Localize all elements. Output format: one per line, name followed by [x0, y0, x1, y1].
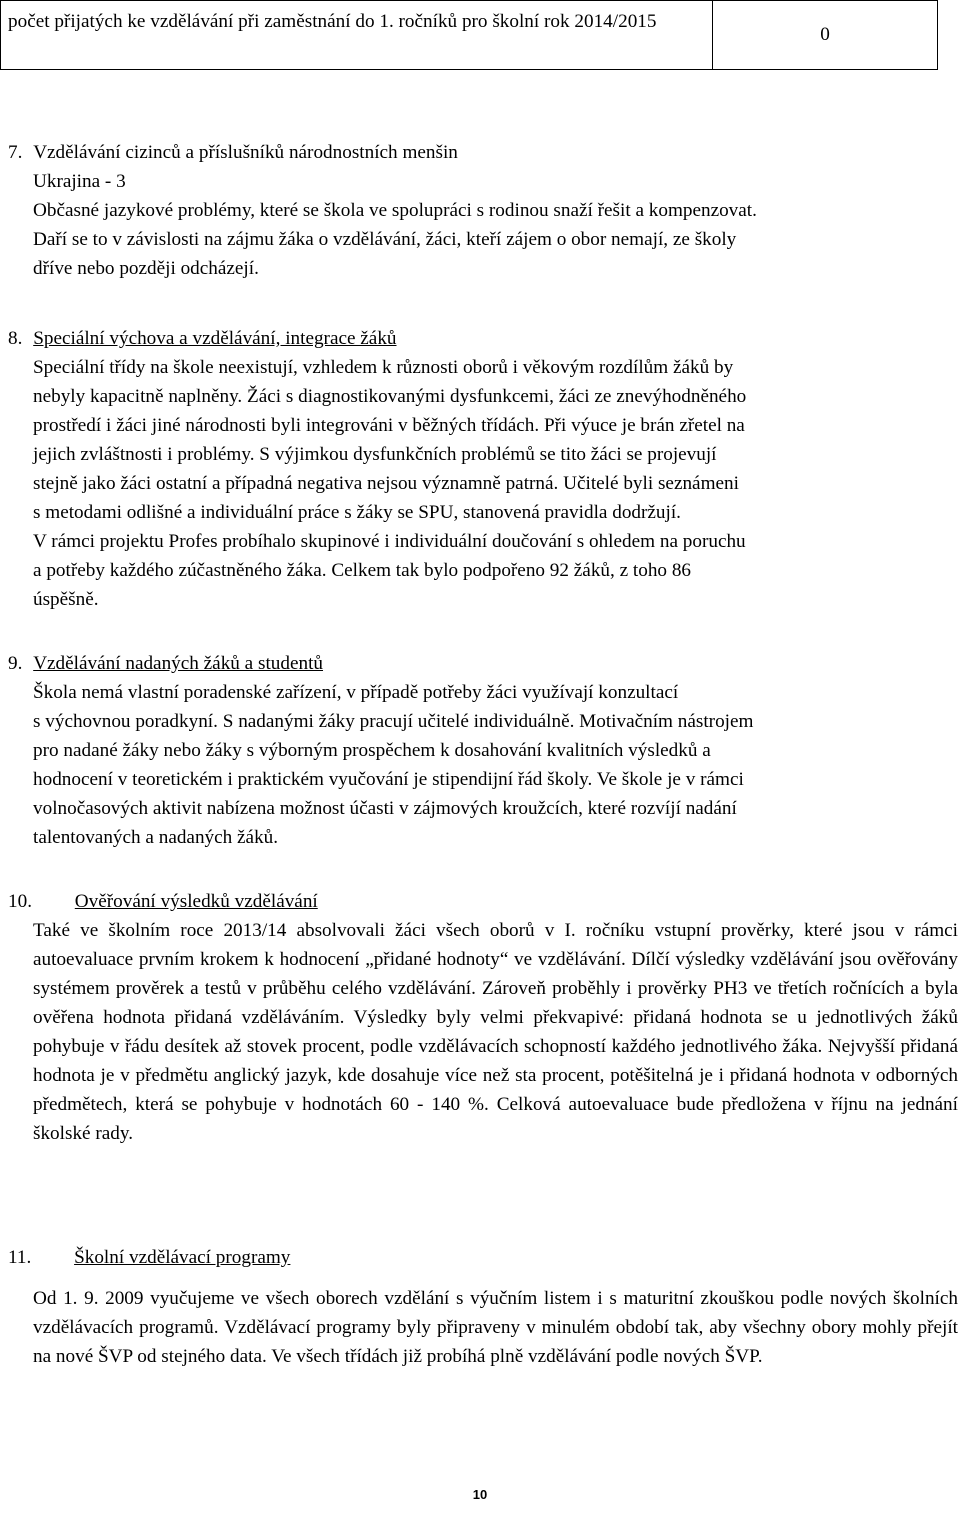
section-7-heading: [8, 138, 958, 167]
section-7-line: dříve nebo později odcházejí.: [33, 258, 259, 279]
section-7-line: Občasné jazykové problémy, které se škola ve spolupráci s rodinou snaží řešit a kompenzovat.: [33, 200, 757, 221]
section-10: [8, 887, 958, 916]
section-9: [8, 649, 958, 678]
section-8-line: stejně jako žáci ostatní a případná negativa nejsou významně patrná. Učitelé byli seznámeni: [33, 473, 739, 494]
section-8-body: [33, 353, 958, 614]
section-11-heading: [8, 1243, 958, 1272]
section-8-title: Speciální výchova a vzdělávání, integrace žáků: [33, 328, 397, 349]
section-8-line: nebyly kapacitně naplněny. Žáci s diagnostikovanými dysfunkcemi, žáci ze znevýhodněného: [33, 386, 747, 407]
section-8-line: V rámci projektu Profes probíhalo skupinové i individuální doučování s ohledem na poruchu: [33, 531, 746, 552]
section-8-line: a potřeby každého zúčastněného žáka. Celkem tak bylo podpořeno 92 žáků, z toho 86: [33, 560, 692, 581]
section-9-line: s výchovnou poradkyní. S nadanými žáky pracují učitelé individuálně. Motivačním nástrojem: [33, 711, 754, 732]
section-10-text: Také ve školním roce 2013/14 absolvovali žáci všech oborů v I. ročníku vstupní prověrky, které jsou v rámci autoevaluace prvním krokem k hodnocení „přidané hodnoty“ ve vzdělávání. Dílčí výsledky vzdělávání jsou ověřovány systémem prověrek a testů v průběhu celého vzdělávání. Zároveň proběhly i prověrky PH3 ve třetích ročnících a byla ověřena hodnota přidaná vzděláváním. Výsledky byly velmi překvapivé: přidaná hodnota se u jednotlivých žáků pohybuje v řádu desítek až stovek procent, podle vzdělávacích schopností každého jednotlivého žáka. Nejvyšší přidaná hodnota je v předmětu anglický jazyk, kde dosahuje více než sta procent, potěšitelná je i přidaná hodnota v odborných předmětech, která se pohybuje v hodnotách 60 - 140 %. Celková autoevaluace bude předložena v říjnu na jednání školské rady.: [33, 920, 958, 1144]
section-10-body: [33, 916, 958, 1148]
section-9-line: pro nadané žáky nebo žáky s výborným prospěchem k dosahování kvalitních výsledků a: [33, 740, 711, 761]
section-8-heading: [8, 324, 958, 353]
section-9-line: hodnocení v teoretickém i praktickém vyučování je stipendijní řád školy. Ve škole je v rámci: [33, 769, 744, 790]
enrollment-table-value: 0: [820, 24, 830, 45]
enrollment-table-label: počet přijatých ke vzdělávání při zaměstnání do 1. ročníků pro školní rok 2014/2015: [1, 1, 713, 69]
section-10-heading: [8, 887, 958, 916]
section-8: [8, 324, 958, 353]
section-9-line: talentovaných a nadaných žáků.: [33, 827, 279, 848]
section-8-line: Speciální třídy na škole neexistují, vzhledem k různosti oborů i věkovým rozdílům žáků by: [33, 357, 734, 378]
section-11-title: Školní vzdělávací programy: [74, 1247, 291, 1268]
section-8-line: úspěšně.: [33, 589, 99, 610]
page-number: 10: [472, 1487, 488, 1502]
section-9-heading: [8, 649, 958, 678]
section-9-line: Škola nemá vlastní poradenské zařízení, v případě potřeby žáci využívají konzultací: [33, 682, 679, 703]
enrollment-table: [0, 0, 938, 70]
section-7: [8, 138, 958, 167]
section-7-number: 7.: [8, 142, 23, 163]
section-10-title: Ověřování výsledků vzdělávání: [74, 891, 318, 912]
section-9-title: Vzdělávání nadaných žáků a studentů: [33, 653, 324, 674]
section-8-line: jejich zvláštnosti i problémy. S výjimkou dysfunkčních problémů se tito žáci se projevují: [33, 444, 717, 465]
section-8-number: 8.: [8, 328, 23, 349]
section-9-body: [33, 678, 958, 852]
section-8-line: s metodami odlišné a individuální práce s žáky se SPU, stanovená pravidla dodržují.: [33, 502, 681, 523]
section-11-text: Od 1. 9. 2009 vyučujeme ve všech oborech vzdělání s výučním listem i s maturitní zkouškou podle nových školních vzdělávacích programů. Vzdělávací programy byly připraveny v minulém období tak, aby všechny obory mohly přejít na nové ŠVP od stejného data. Ve všech třídách již probíhá plně vzdělávání podle nových ŠVP.: [33, 1288, 958, 1367]
section-9-number: 9.: [8, 653, 23, 674]
section-8-line: prostředí i žáci jiné národnosti byli integrováni v běžných třídách. Při výuce je brán zřetel na: [33, 415, 745, 436]
section-9-line: volnočasových aktivit nabízena možnost účasti v zájmových kroužcích, které rozvíjí nadání: [33, 798, 737, 819]
section-7-title: Vzdělávání cizinců a příslušníků národnostních menšin: [33, 142, 458, 163]
section-7-body: [33, 167, 958, 283]
section-7-line: Daří se to v závislosti na zájmu žáka o vzdělávání, žáci, kteří zájem o obor nemají, ze školy: [33, 229, 737, 250]
section-11-number: 11.: [8, 1247, 32, 1268]
section-7-line: Ukrajina - 3: [33, 171, 126, 192]
section-11: [8, 1243, 958, 1272]
section-10-number: 10.: [8, 891, 32, 912]
section-11-body: [33, 1284, 958, 1371]
